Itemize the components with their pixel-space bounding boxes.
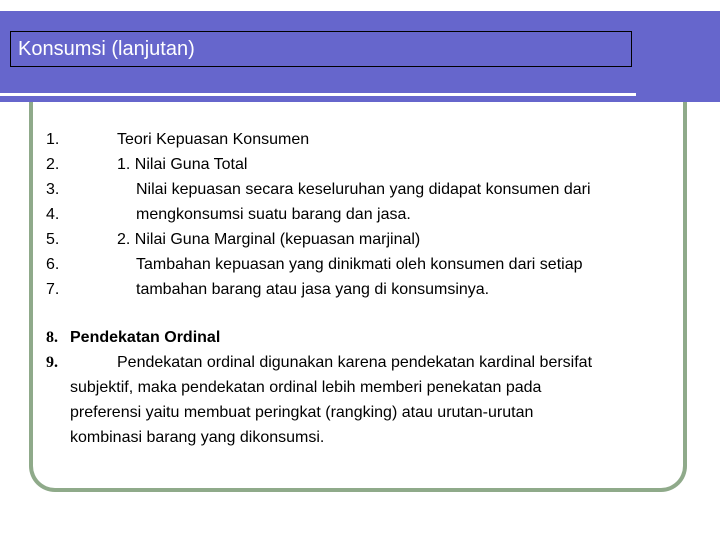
paragraph-line: preferensi yaitu membuat peringkat (rangking) atau urutan-urutan — [70, 404, 534, 421]
slide-title: Konsumsi (lanjutan) — [18, 38, 195, 60]
list-number: 9. — [46, 354, 58, 371]
list-item-nilai-guna-marginal: 2. Nilai Guna Marginal (kepuasan marjinal) — [117, 231, 421, 248]
paragraph-line: subjektif, maka pendekatan ordinal lebih memberi penekatan pada — [70, 379, 542, 396]
list-number: 2. — [46, 156, 60, 173]
paragraph-line: Pendekatan ordinal digunakan karena pendekatan kardinal bersifat — [117, 354, 593, 371]
header-notch — [0, 0, 690, 11]
list-number: 4. — [46, 206, 60, 223]
header-divider — [0, 93, 636, 96]
list-number: 6. — [46, 256, 60, 273]
list-number: 3. — [46, 181, 60, 198]
list-item-text: Tambahan kepuasan yang dinikmati oleh konsumen dari setiap — [136, 256, 583, 273]
list-item-nilai-guna-total: 1. Nilai Guna Total — [117, 156, 248, 173]
list-number: 8. — [46, 329, 58, 346]
list-item-text: tambahan barang atau jasa yang di konsumsinya. — [136, 281, 490, 298]
list-number: 5. — [46, 231, 60, 248]
paragraph-line: kombinasi barang yang dikonsumsi. — [70, 429, 325, 446]
list-item-text: Nilai kepuasan secara keseluruhan yang didapat konsumen dari — [136, 181, 591, 198]
list-number: 1. — [46, 131, 60, 148]
list-number: 7. — [46, 281, 60, 298]
section-heading-ordinal: Pendekatan Ordinal — [70, 329, 221, 346]
list-item-text: mengkonsumsi suatu barang dan jasa. — [136, 206, 411, 223]
list-heading-teori: Teori Kepuasan Konsumen — [117, 131, 310, 148]
